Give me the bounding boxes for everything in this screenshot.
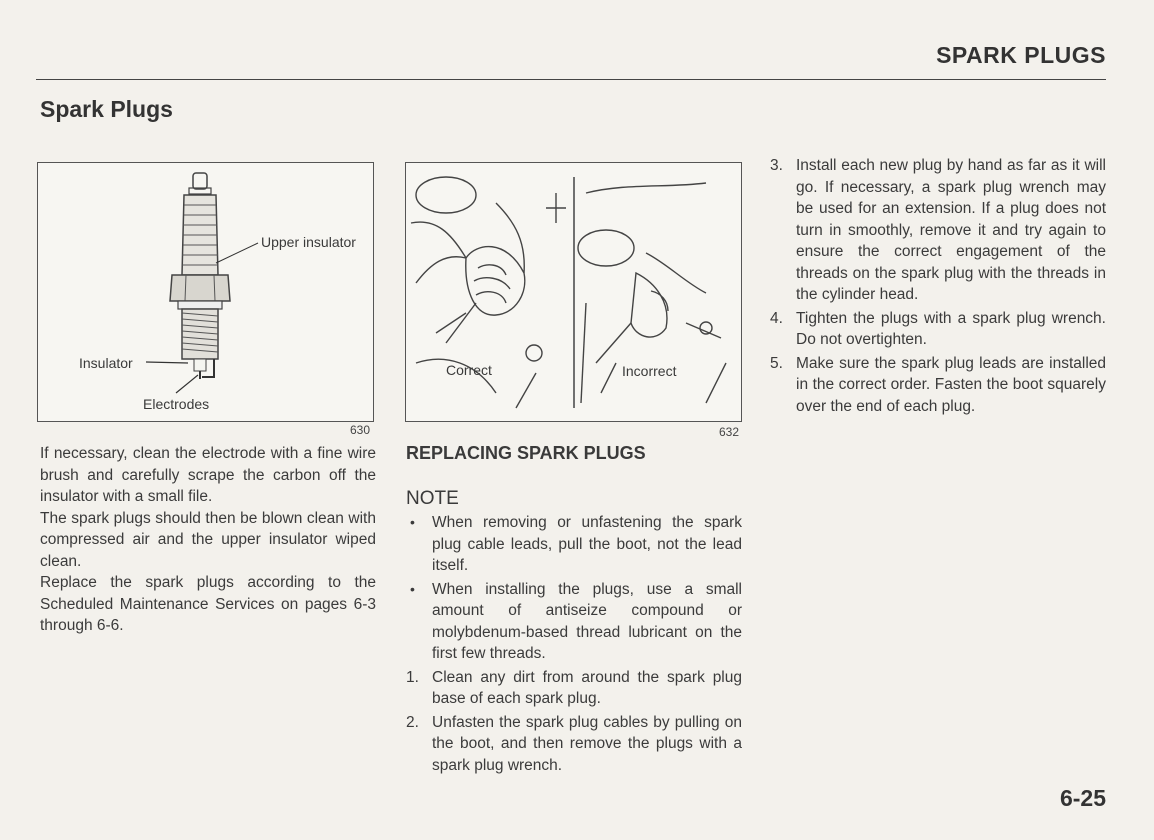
upper-insulator-label: Upper insulator bbox=[261, 234, 356, 250]
bullet-icon: • bbox=[410, 514, 415, 530]
spark-plug-illustration bbox=[38, 163, 373, 421]
bullet-icon: • bbox=[410, 580, 415, 597]
step-text: Install each new plug by hand as far as it will go. If necessary, a spark plug wrench may be used for an extension. If a plug does not turn in smoothly, remove it and try again to ensure the correct engagement of the threads on the spark plug with the threads in the cylinder head. bbox=[796, 157, 1106, 303]
middle-column bbox=[406, 443, 742, 778]
step-number: 1. bbox=[406, 668, 419, 686]
cleaning-paragraph: If necessary, clean the electrode with a fine wire brush and carefully scrape the carbon off the insulator with a small file. bbox=[40, 445, 376, 505]
figure-number: 630 bbox=[350, 423, 371, 437]
header-divider bbox=[36, 79, 1106, 80]
correct-label: Correct bbox=[446, 362, 492, 378]
boot-removal-figure bbox=[405, 162, 742, 422]
note-text: When removing or unfastening the spark plug cable leads, pull the boot, not the lead itself. bbox=[432, 514, 742, 574]
step-item bbox=[406, 712, 742, 777]
step-number: 3. bbox=[770, 157, 783, 174]
replace-paragraph: Replace the spark plugs according to the Scheduled Maintenance Services on pages 6-3 through 6-6. bbox=[40, 574, 376, 634]
insulator-label: Insulator bbox=[79, 355, 133, 371]
step-item bbox=[770, 353, 1106, 418]
step-number: 2. bbox=[406, 713, 419, 731]
left-column bbox=[40, 443, 376, 637]
incorrect-label: Incorrect bbox=[622, 363, 677, 379]
chapter-title: SPARK PLUGS bbox=[936, 42, 1106, 68]
blow-clean-paragraph: The spark plugs should then be blown clean with compressed air and the upper insulator wiped clean. bbox=[40, 509, 376, 570]
page-number: 6-25 bbox=[1059, 785, 1106, 811]
section-title: Spark Plugs bbox=[40, 96, 173, 122]
right-column bbox=[770, 155, 1106, 419]
spark-plug-figure bbox=[37, 162, 374, 422]
step-item bbox=[770, 308, 1106, 351]
step-text: Unfasten the spark plug cables by pulling on the boot, and then remove the plugs with a spark plug wrench. bbox=[432, 713, 742, 774]
note-text: When installing the plugs, use a small amount of antiseize compound or molybdenum-based thread lubricant on the first few threads. bbox=[432, 580, 742, 662]
figure-number: 632 bbox=[719, 425, 740, 439]
step-number: 5. bbox=[770, 354, 783, 372]
note-heading: NOTE bbox=[406, 488, 459, 509]
boot-removal-illustration bbox=[406, 163, 741, 421]
electrodes-label: Electrodes bbox=[143, 396, 210, 412]
note-bullet bbox=[406, 512, 742, 577]
step-number: 4. bbox=[770, 309, 783, 327]
note-bullet bbox=[406, 579, 742, 665]
step-text: Tighten the plugs with a spark plug wrench. Do not overtighten. bbox=[796, 309, 1106, 348]
replacing-heading: REPLACING SPARK PLUGS bbox=[406, 443, 646, 463]
step-text: Make sure the spark plug leads are installed in the correct order. Fasten the boot squarely over the end of each plug. bbox=[796, 354, 1106, 415]
step-item bbox=[770, 155, 1106, 306]
step-item bbox=[406, 667, 742, 710]
step-text: Clean any dirt from around the spark plug base of each spark plug. bbox=[432, 668, 742, 707]
